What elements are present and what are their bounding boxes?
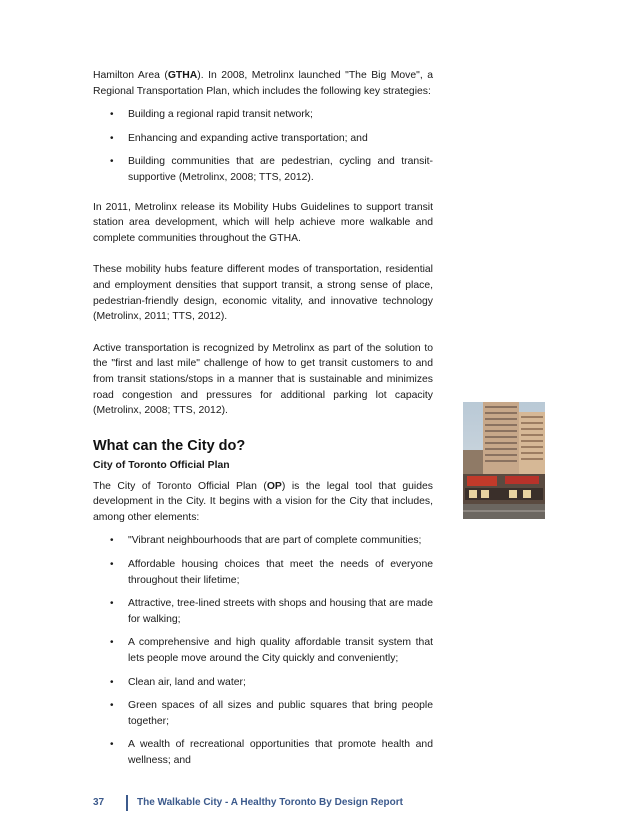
- page-number: 37: [93, 797, 105, 808]
- sub-heading: City of Toronto Official Plan: [93, 459, 230, 471]
- list-item-text: Affordable housing choices that meet the needs of everyone throughout their lifetime;: [128, 559, 433, 586]
- street-photo: [463, 402, 545, 519]
- bullet-icon: •: [110, 739, 114, 751]
- list-item: [93, 533, 433, 549]
- list-item-text: A comprehensive and high quality affordable transit system that lets people move around the City quickly and conveniently;: [128, 637, 433, 665]
- paragraph-active-transportation: Active transportation is recognized by Metrolinx as part of the solution to the "first and last mile" challenge of how to get transit customers to and from transit stations/stops in a manner that is sustainable and minimizes road congestion and pressures for additional parking lot capacity (Metrolinx, 2008; TTS, 2012).: [93, 342, 433, 417]
- list-item: [93, 557, 433, 588]
- list-item-text: A wealth of recreational opportunities that promote health and wellness; and: [128, 739, 433, 766]
- main-text-column: [93, 68, 433, 783]
- list-item-text: Clean air, land and water;: [128, 676, 246, 688]
- gtha-bold: GTHA: [167, 70, 198, 81]
- bullet-icon: •: [110, 700, 114, 712]
- list-item-text: Building a regional rapid transit network;: [128, 109, 313, 121]
- list-item-text: "Vibrant neighbourhoods that are part of complete communities;: [128, 535, 422, 547]
- list-item-text: Attractive, tree-lined streets with shops and housing that are made for walking;: [128, 598, 433, 625]
- list-item: [93, 596, 433, 627]
- list-item-text: Enhancing and expanding active transportation; and: [128, 132, 368, 144]
- bullet-icon: •: [110, 132, 114, 144]
- paragraph-mobility-guidelines: In 2011, Metrolinx release its Mobility Hubs Guidelines to support transit station area development, which will help achieve more walkable and complete communities throughout the GTHA.: [93, 201, 433, 244]
- op-text-before: The City of Toronto Official Plan (: [93, 480, 267, 492]
- intro-paragraph: Hamilton Area (GTHA). In 2008, Metrolinx launched "The Big Move", a Regional Transportation Plan, which includes the following key strategies:: [93, 70, 434, 97]
- paragraph-mobility-hubs: These mobility hubs feature different modes of transportation, residential and employment densities that support transit, a strong sense of place, pedestrian-friendly design, economic vitality, and innovative technology (Metrolinx, 2011; TTS, 2012).: [93, 264, 433, 323]
- bullet-icon: •: [110, 109, 114, 121]
- op-bold: OP: [266, 480, 282, 492]
- list-item: [93, 154, 433, 185]
- official-plan-list: [93, 533, 433, 768]
- bullet-icon: •: [110, 637, 114, 649]
- list-item: [93, 131, 433, 147]
- bullet-icon: •: [110, 559, 114, 571]
- list-item: [93, 675, 433, 691]
- bullet-icon: •: [110, 598, 114, 610]
- list-item: [93, 635, 433, 666]
- footer-divider: [126, 795, 128, 811]
- paragraph-official-plan: [93, 479, 433, 526]
- report-title: The Walkable City - A Healthy Toronto By Design Report: [137, 797, 403, 808]
- list-item: [93, 107, 433, 123]
- page-footer: [93, 795, 453, 811]
- list-item: [93, 737, 433, 768]
- section-heading: What can the City do?: [93, 437, 246, 454]
- list-item-text: Building communities that are pedestrian, cycling and transit-supportive (Metrolinx, 2008; TTS, 2012).: [128, 156, 433, 183]
- list-item: [93, 698, 433, 729]
- bullet-icon: •: [110, 156, 114, 168]
- op-text-after: ) is the legal tool that guides development in the City. It begins with a vision for the City that includes, among other elements:: [93, 480, 433, 523]
- list-item-text: Green spaces of all sizes and public squares that bring people together;: [128, 700, 433, 727]
- bullet-icon: •: [110, 535, 114, 547]
- strategy-list: [93, 107, 433, 185]
- bullet-icon: •: [110, 676, 114, 688]
